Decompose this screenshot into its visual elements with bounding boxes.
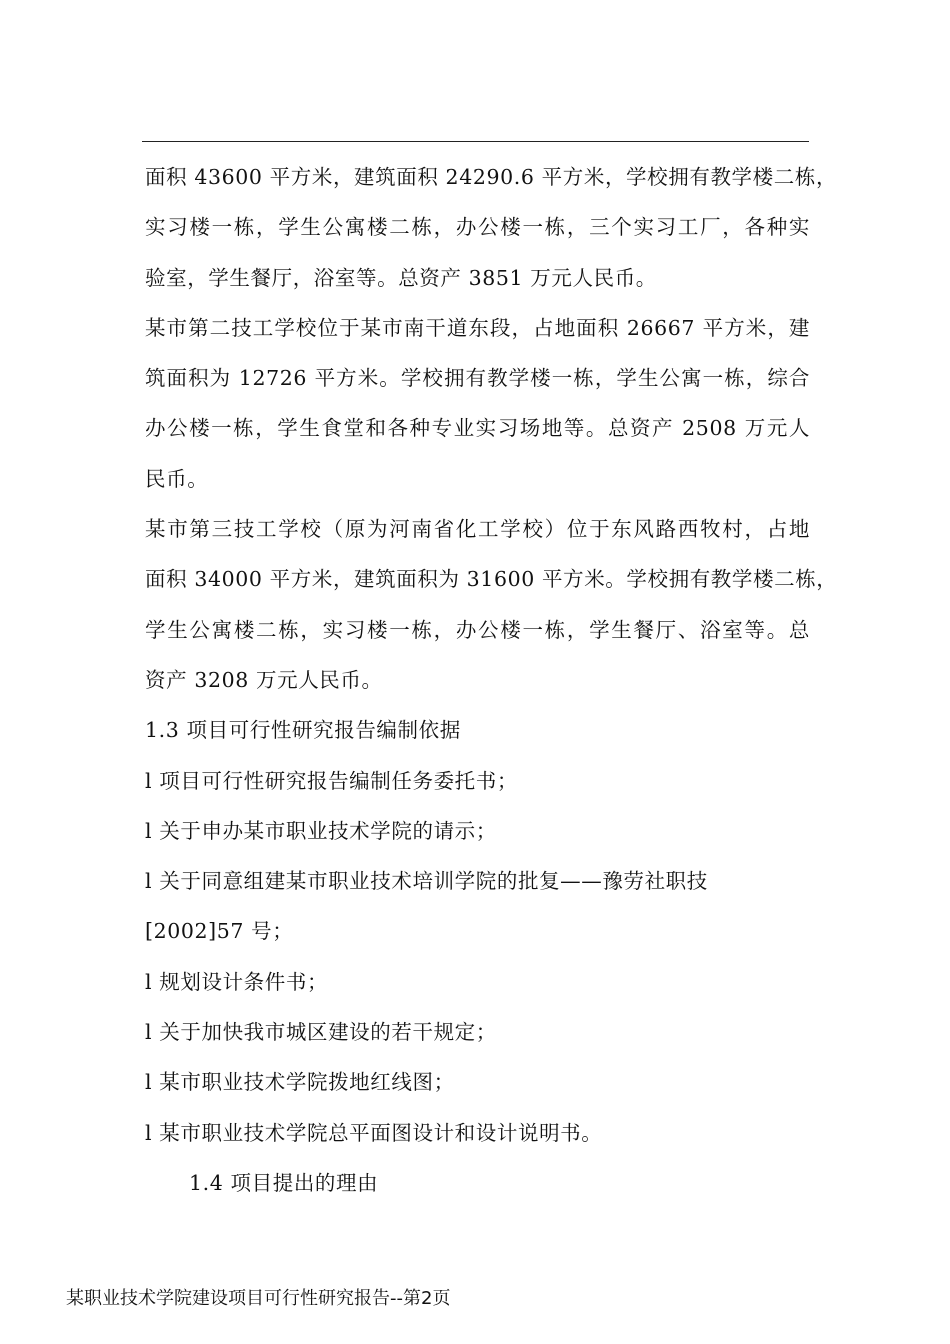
paragraph-line: 筑面积为 12726 平方米。学校拥有教学楼一栋，学生公寓一栋，综合: [145, 366, 810, 391]
paragraph-line: 某市第二技工学校位于某市南干道东段，占地面积 26667 平方米，建: [145, 315, 810, 340]
paragraph-line: 某市第三技工学校（原为河南省化工学校）位于东风路西牧村，占地: [145, 517, 810, 542]
paragraph-line: 面积 43600 平方米，建筑面积 24290.6 平方米，学校拥有教学楼二栋，: [145, 165, 838, 189]
list-item: l 关于加快我市城区建设的若干规定；: [145, 1020, 497, 1045]
list-item: l 某市职业技术学院总平面图设计和设计说明书。: [145, 1120, 603, 1145]
section-heading-1-3: 1.3 项目可行性研究报告编制依据: [145, 718, 461, 743]
list-item-continuation: [2002]57 号；: [145, 919, 294, 944]
document-body: [145, 152, 838, 1208]
paragraph-line: 验室，学生餐厅，浴室等。总资产 3851 万元人民币。: [145, 265, 657, 290]
list-item: l 规划设计条件书；: [145, 969, 329, 994]
paragraph-line: 资产 3208 万元人民币。: [145, 667, 383, 692]
paragraph-line: 实习楼一栋，学生公寓楼二栋，办公楼一栋，三个实习工厂，各种实: [145, 215, 810, 240]
paragraph-line: 办公楼一栋，学生食堂和各种专业实习场地等。总资产 2508 万元人: [145, 416, 810, 441]
paragraph-line: 民币。: [145, 466, 209, 491]
list-item: l 某市职业技术学院拨地红线图；: [145, 1070, 455, 1095]
list-item: l 关于申办某市职业技术学院的请示；: [145, 818, 497, 843]
list-item: l 关于同意组建某市职业技术培训学院的批复——豫劳社职技: [145, 869, 708, 894]
page-footer: 某职业技术学院建设项目可行性研究报告--第2页: [66, 1288, 451, 1309]
header-rule: [142, 141, 809, 142]
list-item: l 项目可行性研究报告编制任务委托书；: [145, 768, 518, 793]
paragraph-line: 面积 34000 平方米，建筑面积为 31600 平方米。学校拥有教学楼二栋，: [145, 567, 838, 592]
paragraph-line: 学生公寓楼二栋，实习楼一栋，办公楼一栋，学生餐厅、浴室等。总: [145, 617, 810, 642]
section-heading-1-4: 1.4 项目提出的理由: [189, 1170, 379, 1195]
